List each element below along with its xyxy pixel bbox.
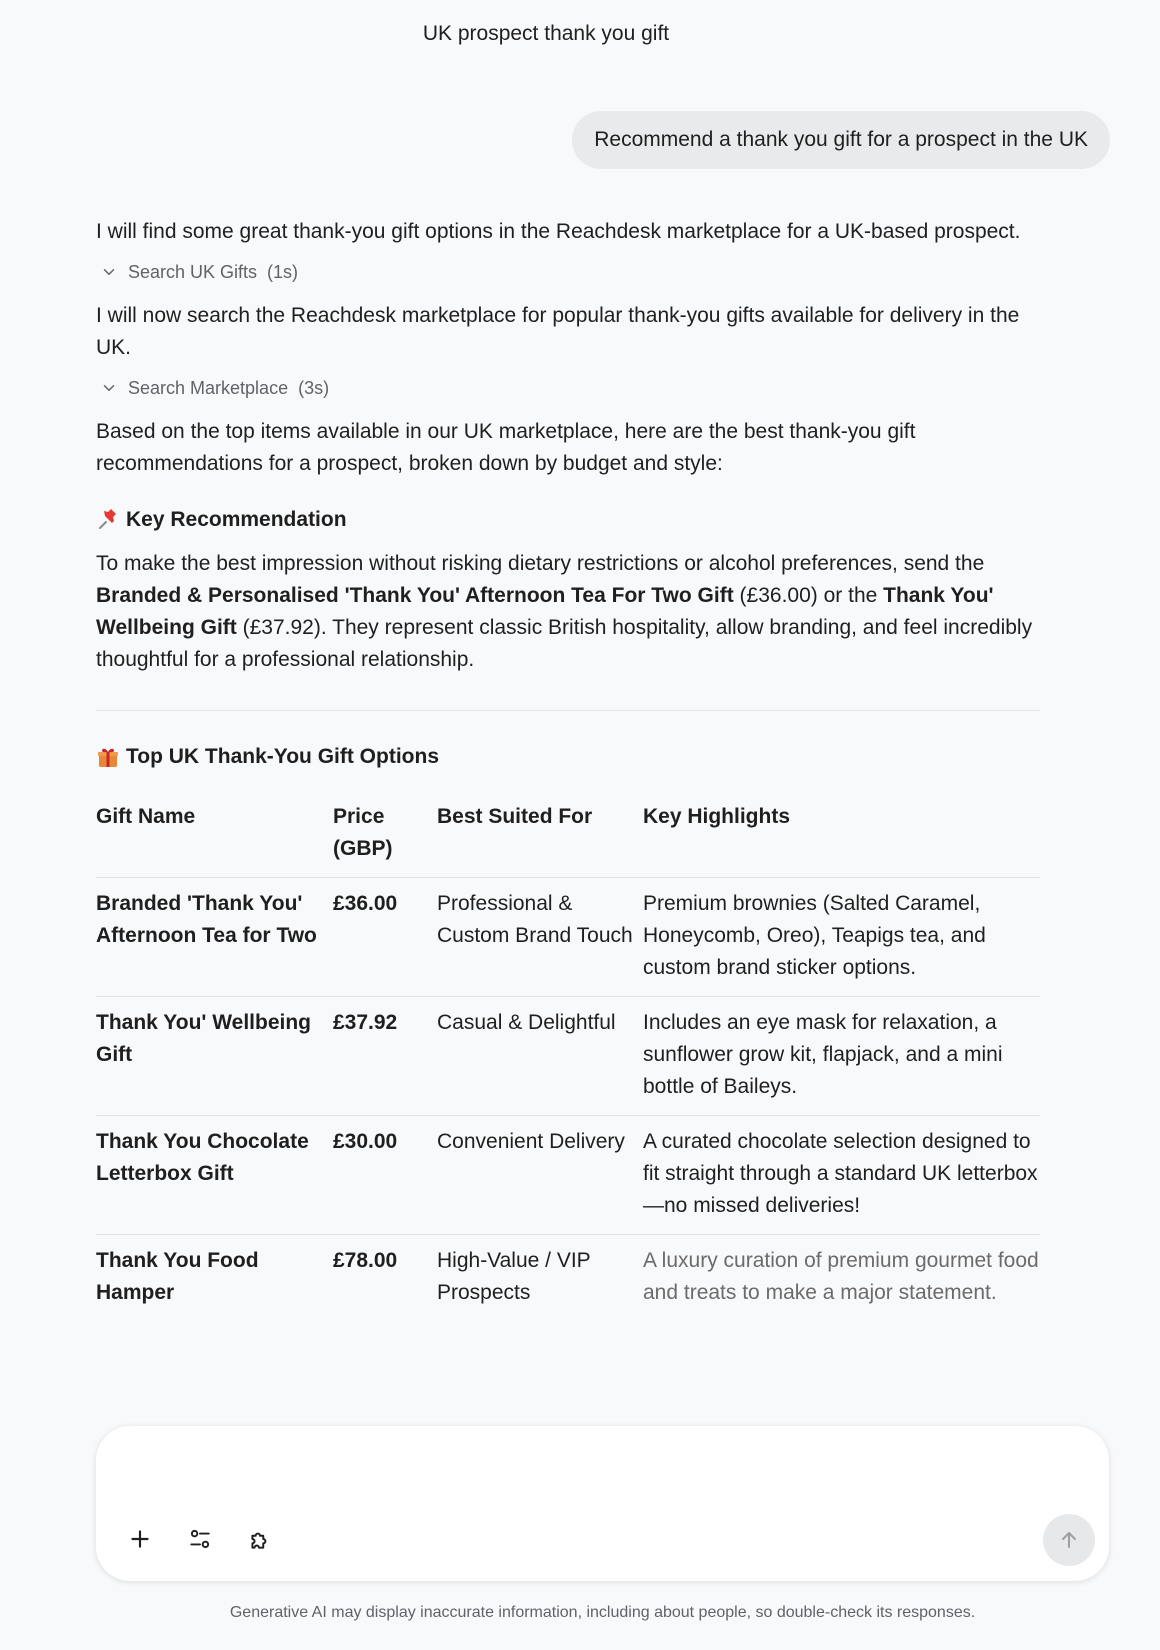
- add-button[interactable]: [122, 1521, 158, 1557]
- divider: [96, 710, 1040, 711]
- plus-icon: [127, 1526, 153, 1552]
- column-header: Gift Name: [96, 805, 196, 828]
- message-composer[interactable]: [96, 1426, 1109, 1581]
- highlights-cell: A curated chocolate selection designed to fit straight through a standard UK letterbox—no missed deliveries!: [643, 1130, 1038, 1217]
- suited-for-cell: Convenient Delivery: [437, 1130, 625, 1153]
- tool-step-search-marketplace[interactable]: [100, 374, 1040, 402]
- table-row: [96, 1235, 1040, 1322]
- table-header-row: [96, 791, 1040, 878]
- tune-icon: [187, 1526, 213, 1552]
- response-para-3: Based on the top items available in our UK marketplace, here are the best thank-you gift recommendations for a prospect, broken down by budget and style:: [96, 420, 916, 475]
- table-row: [96, 878, 1040, 997]
- pushpin-icon: [96, 508, 120, 532]
- tool-step-duration: (1s): [267, 262, 299, 282]
- price-cell: £37.92: [333, 1011, 398, 1034]
- gift-options-heading: [96, 741, 1040, 773]
- gift-name-highlight: Thank You' Wellbeing Gift: [96, 584, 994, 639]
- price-cell: £36.00: [333, 892, 398, 915]
- extensions-button[interactable]: [242, 1521, 278, 1557]
- user-message-bubble: Recommend a thank you gift for a prospect in the UK: [572, 111, 1110, 169]
- tool-step-label: Search UK Gifts: [128, 262, 258, 282]
- suited-for-cell: Casual & Delightful: [437, 1011, 616, 1034]
- gift-name-cell: Branded 'Thank You' Afternoon Tea for Two: [96, 892, 317, 947]
- tools-button[interactable]: [182, 1521, 218, 1557]
- wrapped-gift-icon: [96, 745, 120, 769]
- response-intro: I will find some great thank-you gift options in the Reachdesk marketplace for a UK-based prospect.: [96, 220, 1021, 243]
- price-cell: £30.00: [333, 1130, 398, 1153]
- tool-step-search-uk-gifts[interactable]: [100, 258, 1040, 286]
- chevron-down-icon: [100, 379, 118, 397]
- tool-step-duration: (3s): [298, 378, 330, 398]
- assistant-response: [96, 216, 1040, 1321]
- price-cell: £78.00: [333, 1249, 398, 1272]
- suited-for-cell: High-Value / VIP Prospects: [437, 1249, 591, 1304]
- key-recommendation-heading: [96, 504, 1040, 536]
- column-header: Key Highlights: [643, 805, 791, 828]
- gift-name-cell: Thank You Food Hamper: [96, 1249, 259, 1304]
- suited-for-cell: Professional & Custom Brand Touch: [437, 892, 633, 947]
- key-recommendation-text: To make the best impression without risking dietary restrictions or alcohol preferences, send the Branded & Personalised 'Thank You' Afternoon Tea For Two Gift (£36.00) or the Thank You' Wellbeing Gift (£37.92). They represent classic British hospitality, allow branding, and feel incredibly thoughtful for a professional relationship.: [96, 552, 1033, 671]
- response-para-2: I will now search the Reachdesk marketplace for popular thank-you gifts available for delivery in the UK.: [96, 304, 1020, 359]
- table-row: [96, 997, 1040, 1116]
- highlights-cell: Includes an eye mask for relaxation, a sunflower grow kit, flapjack, and a mini bottle of Baileys.: [643, 1011, 1003, 1098]
- heading-text: Key Recommendation: [126, 508, 347, 531]
- extension-icon: [247, 1526, 273, 1552]
- ai-disclaimer: Generative AI may display inaccurate information, including about people, so double-check its responses.: [229, 1604, 976, 1621]
- column-header: Best Suited For: [437, 805, 593, 828]
- highlights-cell: Premium brownies (Salted Caramel, Honeycomb, Oreo), Teapigs tea, and custom brand sticker options.: [643, 892, 986, 979]
- send-button[interactable]: [1043, 1514, 1095, 1566]
- column-header: Price (GBP): [333, 805, 393, 860]
- gift-name-cell: Thank You Chocolate Letterbox Gift: [96, 1130, 309, 1185]
- conversation-title: UK prospect thank you gift: [422, 22, 670, 45]
- chevron-down-icon: [100, 263, 118, 281]
- heading-text: Top UK Thank-You Gift Options: [126, 745, 440, 768]
- arrow-up-icon: [1057, 1528, 1081, 1552]
- gift-options-table: [96, 791, 1040, 1321]
- table-row: [96, 1116, 1040, 1235]
- highlights-cell: A luxury curation of premium gourmet food and treats to make a major statement.: [643, 1249, 1039, 1304]
- gift-name-highlight: Branded & Personalised 'Thank You' Afternoon Tea For Two Gift: [96, 584, 734, 607]
- gift-name-cell: Thank You' Wellbeing Gift: [96, 1011, 312, 1066]
- tool-step-label: Search Marketplace: [128, 378, 289, 398]
